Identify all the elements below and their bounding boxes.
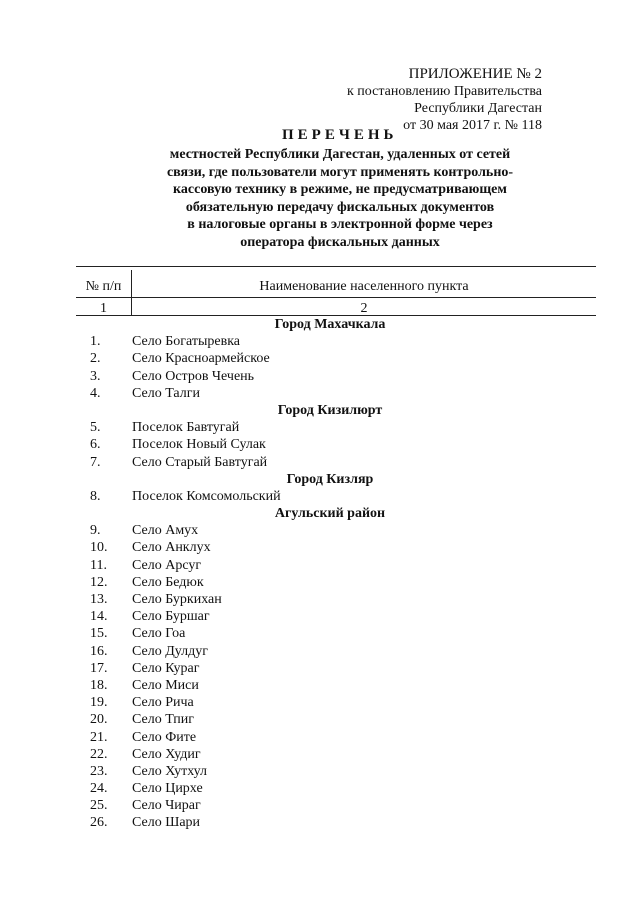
group-heading-row bbox=[0, 472, 640, 489]
subtitle-line: в налоговые органы в электронной форме через bbox=[187, 217, 493, 232]
list-item bbox=[0, 661, 640, 678]
item-number: 6. bbox=[90, 437, 101, 453]
settlement-name: Поселок Новый Сулак bbox=[132, 437, 266, 453]
settlement-list bbox=[0, 317, 640, 833]
settlement-name: Село Амух bbox=[132, 523, 199, 539]
item-number: 23. bbox=[90, 763, 108, 779]
settlement-name: Село Буркихан bbox=[132, 592, 222, 607]
appendix-ref-line: к постановлению Правительства bbox=[346, 84, 542, 99]
list-item bbox=[0, 781, 640, 798]
item-number: 25. bbox=[90, 798, 108, 814]
settlement-name: Поселок Бавтугай bbox=[132, 420, 240, 436]
table-header bbox=[76, 270, 596, 316]
item-number: 11. bbox=[90, 557, 107, 573]
list-item bbox=[0, 351, 640, 368]
settlement-name: Село Кураг bbox=[132, 660, 200, 676]
item-number: 17. bbox=[90, 660, 108, 676]
item-number: 2. bbox=[90, 351, 101, 367]
list-item bbox=[0, 609, 640, 626]
appendix-block bbox=[347, 66, 542, 134]
list-item bbox=[0, 558, 640, 575]
list-item bbox=[0, 626, 640, 643]
subtitle-line: обязательную передачу фискальных документов bbox=[185, 199, 495, 215]
list-item bbox=[0, 747, 640, 764]
item-number: 19. bbox=[90, 695, 108, 711]
settlement-name: Село Чираг bbox=[132, 798, 201, 814]
subtitle-line: местностей Республики Дагестан, удаленных от сетей bbox=[169, 147, 511, 162]
list-item bbox=[0, 712, 640, 729]
settlement-name: Село Шари bbox=[132, 815, 201, 831]
document-title: ПЕРЕЧЕНЬ bbox=[282, 127, 398, 143]
settlement-name: Село Цирхе bbox=[132, 781, 203, 797]
item-number: 22. bbox=[90, 746, 108, 762]
item-number: 10. bbox=[90, 540, 108, 556]
item-number: 13. bbox=[90, 592, 108, 607]
col-name-index: 2 bbox=[360, 301, 368, 316]
settlement-name: Село Дулдуг bbox=[132, 643, 208, 659]
list-item bbox=[0, 369, 640, 386]
item-number: 4. bbox=[90, 385, 101, 401]
group-heading: Агульский район bbox=[274, 506, 386, 522]
document-subtitle bbox=[140, 146, 540, 251]
item-number: 14. bbox=[90, 609, 108, 625]
col-number-index: 1 bbox=[100, 301, 107, 316]
list-item bbox=[0, 678, 640, 695]
settlement-name: Село Тпиг bbox=[132, 712, 194, 728]
settlement-name: Село Богатыревка bbox=[132, 334, 240, 350]
appendix-ref-line: Республики Дагестан bbox=[414, 101, 542, 116]
appendix-date-line: от 30 мая 2017 г. № 118 bbox=[403, 118, 542, 133]
table-header-divider bbox=[76, 297, 596, 298]
settlement-name: Село Буршаг bbox=[132, 609, 210, 625]
item-number: 8. bbox=[90, 488, 101, 504]
item-number: 26. bbox=[90, 815, 108, 831]
list-item bbox=[0, 575, 640, 592]
settlement-name: Село Хутхул bbox=[132, 763, 208, 779]
settlement-name: Село Рича bbox=[132, 695, 194, 711]
list-item bbox=[0, 437, 640, 454]
item-number: 3. bbox=[90, 368, 101, 384]
settlement-name: Село Анклух bbox=[132, 540, 211, 556]
item-number: 1. bbox=[90, 334, 101, 350]
group-heading: Город Кизляр bbox=[286, 471, 374, 487]
settlement-name: Село Гоа bbox=[132, 626, 186, 642]
list-item bbox=[0, 455, 640, 472]
item-number: 18. bbox=[90, 677, 108, 693]
settlement-name: Село Талги bbox=[132, 385, 200, 401]
settlement-name: Село Бедюк bbox=[132, 574, 204, 590]
list-item bbox=[0, 695, 640, 712]
group-heading-row bbox=[0, 317, 640, 334]
item-number: 9. bbox=[90, 523, 101, 539]
table-col-number bbox=[76, 270, 132, 316]
subtitle-line: оператора фискальных данных bbox=[240, 234, 440, 250]
list-item bbox=[0, 730, 640, 747]
settlement-name: Поселок Комсомольский bbox=[132, 488, 281, 504]
settlement-name: Село Красноармейское bbox=[132, 351, 270, 367]
group-heading: Город Кизилюрт bbox=[277, 402, 383, 418]
subtitle-line: связи, где пользователи могут применять контрольно- bbox=[166, 164, 514, 180]
list-item bbox=[0, 592, 640, 609]
col-name-header: Наименование населенного пункта bbox=[259, 279, 469, 294]
item-number: 21. bbox=[90, 729, 108, 745]
list-item bbox=[0, 644, 640, 661]
col-number-header: № п/п bbox=[85, 279, 122, 294]
appendix-number: ПРИЛОЖЕНИЕ № 2 bbox=[408, 66, 542, 82]
settlement-name: Село Миси bbox=[132, 677, 199, 693]
list-item bbox=[0, 764, 640, 781]
settlement-name: Село Худиг bbox=[132, 746, 201, 762]
item-number: 7. bbox=[90, 454, 101, 470]
list-item bbox=[0, 523, 640, 540]
list-item bbox=[0, 386, 640, 403]
list-item bbox=[0, 334, 640, 351]
group-heading-row bbox=[0, 506, 640, 523]
item-number: 5. bbox=[90, 420, 101, 436]
settlement-name: Село Арсуг bbox=[132, 557, 202, 573]
group-heading: Город Махачкала bbox=[274, 317, 386, 332]
item-number: 15. bbox=[90, 626, 108, 642]
table-header-bottom-rule bbox=[76, 315, 596, 316]
item-number: 20. bbox=[90, 712, 108, 728]
list-item bbox=[0, 489, 640, 506]
list-item bbox=[0, 540, 640, 557]
settlement-name: Село Фите bbox=[132, 729, 197, 745]
list-item bbox=[0, 815, 640, 832]
table-top-rule bbox=[76, 266, 596, 267]
subtitle-line: кассовую технику в режиме, не предусматривающем bbox=[173, 182, 507, 197]
group-heading-row bbox=[0, 403, 640, 420]
settlement-name: Село Остров Чечень bbox=[132, 368, 255, 384]
settlement-name: Село Старый Бавтугай bbox=[132, 454, 268, 470]
item-number: 24. bbox=[90, 781, 108, 797]
item-number: 12. bbox=[90, 574, 108, 590]
item-number: 16. bbox=[90, 643, 108, 659]
list-item bbox=[0, 420, 640, 437]
list-item bbox=[0, 798, 640, 815]
